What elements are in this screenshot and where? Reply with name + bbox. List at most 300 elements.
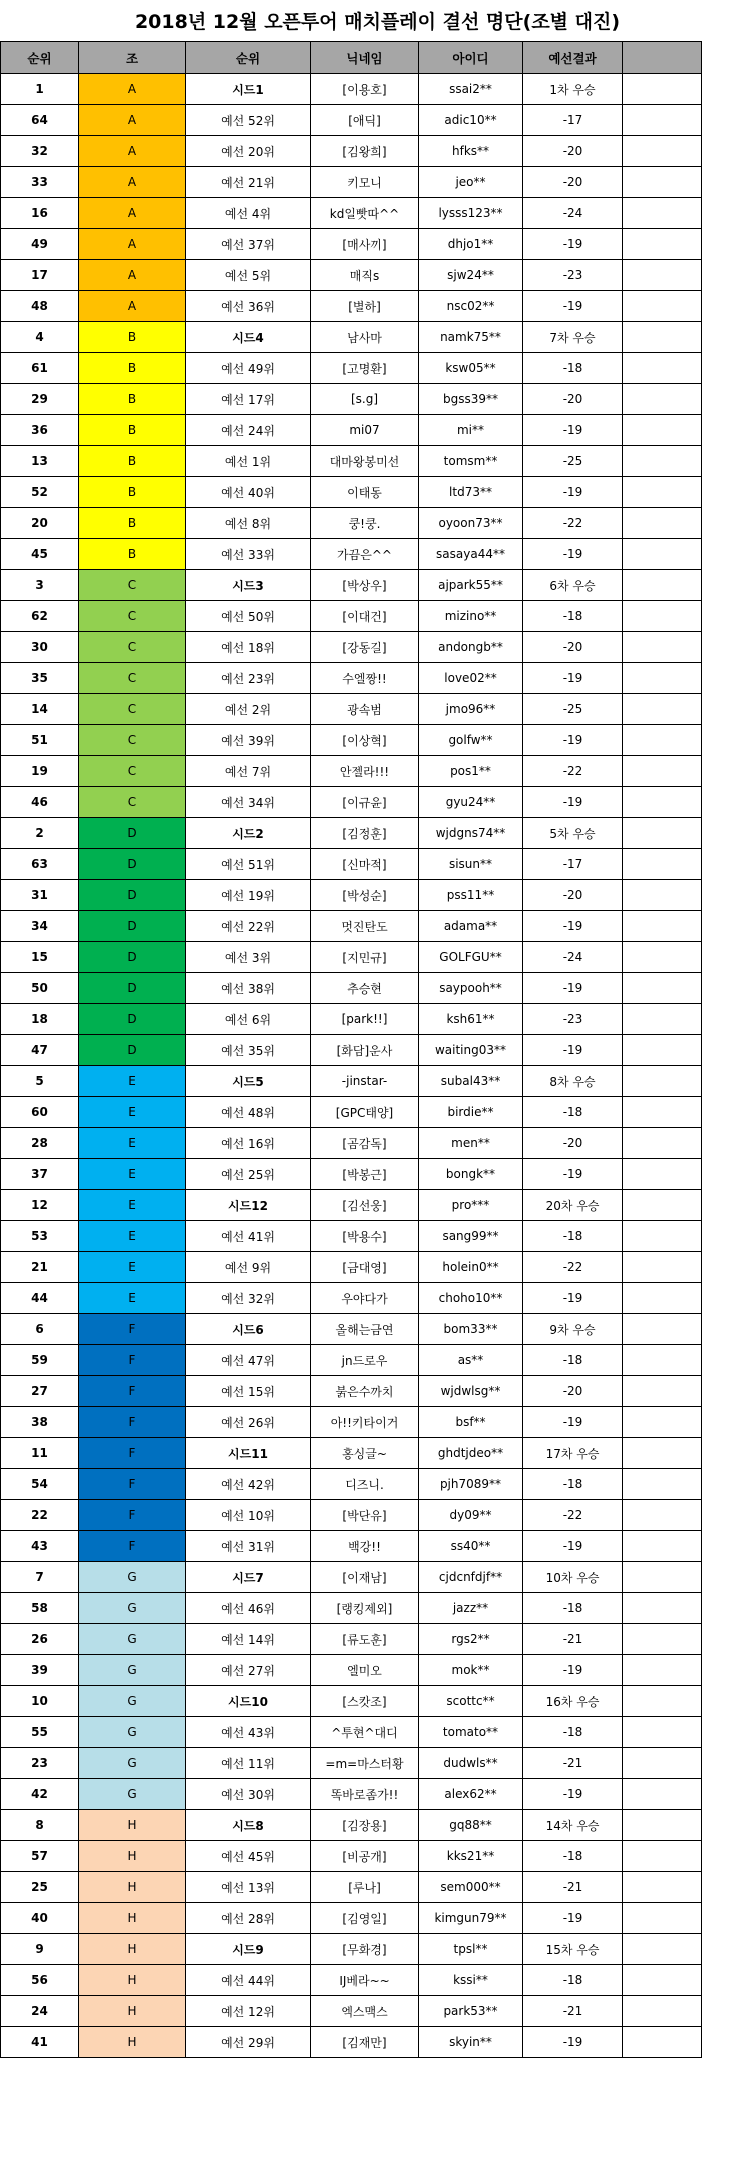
cell-nickname: 광속범 <box>311 694 419 725</box>
cell-user-id: jeo** <box>419 167 523 198</box>
cell-empty <box>623 136 702 167</box>
cell-qual-result: 20차 우승 <box>523 1190 623 1221</box>
cell-nickname: 붉은수까치 <box>311 1376 419 1407</box>
cell-group: D <box>79 849 186 880</box>
cell-user-id: dudwls** <box>419 1748 523 1779</box>
cell-nickname: jn드로우 <box>311 1345 419 1376</box>
cell-nickname: [김영일] <box>311 1903 419 1934</box>
cell-empty <box>623 849 702 880</box>
cell-qual-rank: 예선 25위 <box>186 1159 311 1190</box>
cell-qual-rank: 예선 15위 <box>186 1376 311 1407</box>
cell-group: E <box>79 1252 186 1283</box>
cell-qual-result: -19 <box>523 2027 623 2058</box>
cell-nickname: [애딕] <box>311 105 419 136</box>
cell-nickname: [지민규] <box>311 942 419 973</box>
cell-empty <box>623 570 702 601</box>
cell-rank: 58 <box>1 1593 79 1624</box>
cell-qual-rank: 시드5 <box>186 1066 311 1097</box>
cell-user-id: ss40** <box>419 1531 523 1562</box>
cell-user-id: scottc** <box>419 1686 523 1717</box>
cell-qual-result: -19 <box>523 1531 623 1562</box>
cell-rank: 63 <box>1 849 79 880</box>
cell-group: H <box>79 1872 186 1903</box>
cell-nickname: mi07 <box>311 415 419 446</box>
cell-empty <box>623 1810 702 1841</box>
cell-user-id: nsc02** <box>419 291 523 322</box>
cell-user-id: kimgun79** <box>419 1903 523 1934</box>
cell-rank: 11 <box>1 1438 79 1469</box>
table-row <box>1 880 702 911</box>
cell-qual-result: -17 <box>523 105 623 136</box>
cell-qual-rank: 예선 7위 <box>186 756 311 787</box>
table-row <box>1 1686 702 1717</box>
cell-qual-result: -24 <box>523 198 623 229</box>
cell-nickname: 대마왕봉미선 <box>311 446 419 477</box>
cell-group: C <box>79 787 186 818</box>
cell-rank: 53 <box>1 1221 79 1252</box>
table-row <box>1 942 702 973</box>
cell-nickname: [박상우] <box>311 570 419 601</box>
table-row <box>1 1407 702 1438</box>
cell-empty <box>623 1159 702 1190</box>
cell-nickname: [park!!] <box>311 1004 419 1035</box>
cell-nickname: [랭킹제외] <box>311 1593 419 1624</box>
cell-qual-result: -19 <box>523 911 623 942</box>
cell-group: E <box>79 1128 186 1159</box>
cell-qual-rank: 예선 8위 <box>186 508 311 539</box>
cell-empty <box>623 1438 702 1469</box>
table-row <box>1 415 702 446</box>
cell-rank: 3 <box>1 570 79 601</box>
table-row <box>1 384 702 415</box>
cell-rank: 37 <box>1 1159 79 1190</box>
cell-user-id: love02** <box>419 663 523 694</box>
cell-empty <box>623 911 702 942</box>
table-row <box>1 1469 702 1500</box>
cell-nickname: [무화경] <box>311 1934 419 1965</box>
cell-empty <box>623 291 702 322</box>
table-row <box>1 1345 702 1376</box>
cell-qual-rank: 시드3 <box>186 570 311 601</box>
cell-group: E <box>79 1221 186 1252</box>
cell-qual-result: -20 <box>523 167 623 198</box>
cell-qual-rank: 예선 23위 <box>186 663 311 694</box>
cell-qual-rank: 예선 13위 <box>186 1872 311 1903</box>
cell-empty <box>623 167 702 198</box>
cell-group: C <box>79 663 186 694</box>
cell-qual-result: 8차 우승 <box>523 1066 623 1097</box>
cell-nickname: 아!!키타이거 <box>311 1407 419 1438</box>
cell-rank: 33 <box>1 167 79 198</box>
table-row <box>1 322 702 353</box>
cell-qual-rank: 예선 26위 <box>186 1407 311 1438</box>
cell-rank: 15 <box>1 942 79 973</box>
cell-rank: 30 <box>1 632 79 663</box>
cell-rank: 42 <box>1 1779 79 1810</box>
cell-qual-rank: 예선 17위 <box>186 384 311 415</box>
cell-nickname: [비공개] <box>311 1841 419 1872</box>
cell-qual-rank: 예선 49위 <box>186 353 311 384</box>
cell-group: F <box>79 1531 186 1562</box>
cell-rank: 6 <box>1 1314 79 1345</box>
cell-nickname: 추승현 <box>311 973 419 1004</box>
cell-nickname: [이용호] <box>311 74 419 105</box>
table-row <box>1 1996 702 2027</box>
cell-qual-rank: 예선 29위 <box>186 2027 311 2058</box>
cell-nickname: [이대건] <box>311 601 419 632</box>
cell-nickname: 올해는금연 <box>311 1314 419 1345</box>
cell-qual-result: -19 <box>523 1035 623 1066</box>
cell-user-id: sem000** <box>419 1872 523 1903</box>
cell-nickname: [스캇조] <box>311 1686 419 1717</box>
cell-rank: 55 <box>1 1717 79 1748</box>
cell-rank: 14 <box>1 694 79 725</box>
cell-nickname: [이규윤] <box>311 787 419 818</box>
cell-qual-result: 17차 우승 <box>523 1438 623 1469</box>
cell-qual-rank: 예선 19위 <box>186 880 311 911</box>
cell-empty <box>623 601 702 632</box>
cell-qual-result: -19 <box>523 1779 623 1810</box>
cell-group: A <box>79 198 186 229</box>
cell-group: H <box>79 2027 186 2058</box>
cell-empty <box>623 1066 702 1097</box>
cell-nickname: [김왕희] <box>311 136 419 167</box>
cell-group: D <box>79 911 186 942</box>
cell-group: E <box>79 1159 186 1190</box>
cell-group: B <box>79 415 186 446</box>
cell-empty <box>623 1314 702 1345</box>
cell-nickname: =m=마스터황 <box>311 1748 419 1779</box>
cell-empty <box>623 1190 702 1221</box>
cell-qual-rank: 예선 9위 <box>186 1252 311 1283</box>
cell-qual-result: -18 <box>523 601 623 632</box>
cell-empty <box>623 1500 702 1531</box>
cell-empty <box>623 1748 702 1779</box>
cell-qual-result: -25 <box>523 694 623 725</box>
cell-qual-result: -21 <box>523 1872 623 1903</box>
table-row <box>1 1593 702 1624</box>
cell-rank: 4 <box>1 322 79 353</box>
table-row <box>1 1097 702 1128</box>
cell-group: F <box>79 1345 186 1376</box>
cell-nickname: [박성순] <box>311 880 419 911</box>
cell-qual-rank: 예선 28위 <box>186 1903 311 1934</box>
cell-rank: 40 <box>1 1903 79 1934</box>
cell-qual-result: -24 <box>523 942 623 973</box>
cell-empty <box>623 1004 702 1035</box>
cell-nickname: [이재남] <box>311 1562 419 1593</box>
cell-group: A <box>79 105 186 136</box>
cell-rank: 41 <box>1 2027 79 2058</box>
cell-user-id: rgs2** <box>419 1624 523 1655</box>
cell-qual-result: -19 <box>523 291 623 322</box>
cell-empty <box>623 105 702 136</box>
cell-user-id: sjw24** <box>419 260 523 291</box>
cell-qual-rank: 예선 18위 <box>186 632 311 663</box>
cell-qual-result: -20 <box>523 632 623 663</box>
cell-group: D <box>79 942 186 973</box>
table-row <box>1 198 702 229</box>
cell-empty <box>623 229 702 260</box>
cell-qual-result: -19 <box>523 787 623 818</box>
cell-empty <box>623 1872 702 1903</box>
cell-empty <box>623 1469 702 1500</box>
cell-nickname: IJ베라~~ <box>311 1965 419 1996</box>
cell-user-id: skyin** <box>419 2027 523 2058</box>
cell-empty <box>623 973 702 1004</box>
cell-rank: 22 <box>1 1500 79 1531</box>
table-row <box>1 1779 702 1810</box>
cell-nickname: [김재만] <box>311 2027 419 2058</box>
cell-qual-result: -25 <box>523 446 623 477</box>
cell-group: A <box>79 229 186 260</box>
cell-qual-rank: 예선 32위 <box>186 1283 311 1314</box>
cell-group: E <box>79 1097 186 1128</box>
cell-rank: 20 <box>1 508 79 539</box>
cell-nickname: -jinstar- <box>311 1066 419 1097</box>
cell-rank: 24 <box>1 1996 79 2027</box>
cell-empty <box>623 2027 702 2058</box>
cell-nickname: [김장용] <box>311 1810 419 1841</box>
cell-group: B <box>79 477 186 508</box>
cell-group: G <box>79 1686 186 1717</box>
cell-user-id: bom33** <box>419 1314 523 1345</box>
cell-group: B <box>79 539 186 570</box>
cell-user-id: ltd73** <box>419 477 523 508</box>
cell-rank: 34 <box>1 911 79 942</box>
cell-empty <box>623 942 702 973</box>
cell-empty <box>623 1717 702 1748</box>
table-row <box>1 1872 702 1903</box>
cell-empty <box>623 1841 702 1872</box>
cell-user-id: ajpark55** <box>419 570 523 601</box>
cell-rank: 59 <box>1 1345 79 1376</box>
cell-qual-rank: 예선 48위 <box>186 1097 311 1128</box>
table-row <box>1 849 702 880</box>
cell-group: D <box>79 818 186 849</box>
cell-empty <box>623 1655 702 1686</box>
cell-user-id: men** <box>419 1128 523 1159</box>
cell-rank: 50 <box>1 973 79 1004</box>
cell-rank: 48 <box>1 291 79 322</box>
cell-rank: 13 <box>1 446 79 477</box>
cell-qual-rank: 예선 3위 <box>186 942 311 973</box>
cell-nickname: 멋진탄도 <box>311 911 419 942</box>
cell-rank: 45 <box>1 539 79 570</box>
table-row <box>1 1934 702 1965</box>
cell-empty <box>623 1128 702 1159</box>
header-user-id: 아이디 <box>419 42 523 74</box>
cell-rank: 7 <box>1 1562 79 1593</box>
cell-qual-result: 14차 우승 <box>523 1810 623 1841</box>
cell-qual-result: -19 <box>523 229 623 260</box>
cell-empty <box>623 1035 702 1066</box>
cell-user-id: sang99** <box>419 1221 523 1252</box>
cell-group: C <box>79 601 186 632</box>
cell-qual-result: 15차 우승 <box>523 1934 623 1965</box>
sheet-title: 2018년 12월 오픈투어 매치플레이 결선 명단(조별 대진) <box>134 11 621 33</box>
cell-qual-result: -23 <box>523 260 623 291</box>
cell-user-id: pro*** <box>419 1190 523 1221</box>
cell-rank: 1 <box>1 74 79 105</box>
cell-nickname: 남사마 <box>311 322 419 353</box>
cell-rank: 2 <box>1 818 79 849</box>
cell-qual-result: -18 <box>523 1097 623 1128</box>
cell-user-id: tomsm** <box>419 446 523 477</box>
cell-qual-result: -18 <box>523 1345 623 1376</box>
cell-qual-result: -20 <box>523 136 623 167</box>
cell-qual-rank: 예선 37위 <box>186 229 311 260</box>
cell-nickname: 백강!! <box>311 1531 419 1562</box>
cell-qual-result: 1차 우승 <box>523 74 623 105</box>
cell-user-id: ssai2** <box>419 74 523 105</box>
cell-group: G <box>79 1717 186 1748</box>
cell-rank: 29 <box>1 384 79 415</box>
cell-user-id: wjdgns74** <box>419 818 523 849</box>
cell-rank: 17 <box>1 260 79 291</box>
table-row <box>1 136 702 167</box>
cell-qual-result: 6차 우승 <box>523 570 623 601</box>
cell-nickname: [박단유] <box>311 1500 419 1531</box>
cell-nickname: 엑스맥스 <box>311 1996 419 2027</box>
cell-user-id: dhjo1** <box>419 229 523 260</box>
cell-qual-rank: 예선 51위 <box>186 849 311 880</box>
cell-qual-rank: 예선 35위 <box>186 1035 311 1066</box>
cell-qual-rank: 예선 10위 <box>186 1500 311 1531</box>
cell-user-id: jmo96** <box>419 694 523 725</box>
cell-user-id: wjdwlsg** <box>419 1376 523 1407</box>
cell-user-id: GOLFGU** <box>419 942 523 973</box>
table-row <box>1 787 702 818</box>
cell-user-id: bgss39** <box>419 384 523 415</box>
table-row <box>1 1562 702 1593</box>
cell-group: E <box>79 1066 186 1097</box>
table-row <box>1 1500 702 1531</box>
cell-nickname: 키모니 <box>311 167 419 198</box>
cell-group: F <box>79 1500 186 1531</box>
cell-rank: 8 <box>1 1810 79 1841</box>
table-row <box>1 1903 702 1934</box>
cell-nickname: 수엘짱!! <box>311 663 419 694</box>
cell-nickname: [화담]운사 <box>311 1035 419 1066</box>
cell-rank: 47 <box>1 1035 79 1066</box>
cell-empty <box>623 508 702 539</box>
cell-qual-rank: 예선 38위 <box>186 973 311 1004</box>
cell-group: A <box>79 260 186 291</box>
cell-user-id: park53** <box>419 1996 523 2027</box>
cell-user-id: adic10** <box>419 105 523 136</box>
cell-qual-result: -17 <box>523 849 623 880</box>
cell-nickname: 안젤라!!! <box>311 756 419 787</box>
table-row <box>1 601 702 632</box>
cell-rank: 12 <box>1 1190 79 1221</box>
cell-empty <box>623 818 702 849</box>
cell-group: B <box>79 446 186 477</box>
cell-user-id: mi** <box>419 415 523 446</box>
table-row <box>1 570 702 601</box>
cell-group: F <box>79 1469 186 1500</box>
cell-qual-rank: 예선 2위 <box>186 694 311 725</box>
cell-group: F <box>79 1407 186 1438</box>
cell-group: H <box>79 1934 186 1965</box>
cell-group: A <box>79 136 186 167</box>
cell-qual-rank: 예선 47위 <box>186 1345 311 1376</box>
cell-qual-rank: 예선 45위 <box>186 1841 311 1872</box>
cell-group: D <box>79 880 186 911</box>
table-row <box>1 1190 702 1221</box>
cell-nickname: [곰감독] <box>311 1128 419 1159</box>
cell-group: G <box>79 1748 186 1779</box>
cell-qual-result: -19 <box>523 539 623 570</box>
cell-rank: 9 <box>1 1934 79 1965</box>
cell-nickname: 이태동 <box>311 477 419 508</box>
table-row <box>1 353 702 384</box>
table-row <box>1 105 702 136</box>
cell-qual-rank: 시드9 <box>186 1934 311 1965</box>
cell-rank: 56 <box>1 1965 79 1996</box>
cell-qual-result: -22 <box>523 508 623 539</box>
cell-nickname: 홍싱글~ <box>311 1438 419 1469</box>
cell-nickname: [매사끼] <box>311 229 419 260</box>
cell-rank: 57 <box>1 1841 79 1872</box>
table-row <box>1 911 702 942</box>
cell-nickname: [이상혁] <box>311 725 419 756</box>
cell-user-id: namk75** <box>419 322 523 353</box>
table-row <box>1 1438 702 1469</box>
cell-empty <box>623 1624 702 1655</box>
cell-rank: 28 <box>1 1128 79 1159</box>
header-group: 조 <box>79 42 186 74</box>
cell-user-id: cjdcnfdjf** <box>419 1562 523 1593</box>
cell-empty <box>623 1965 702 1996</box>
cell-group: G <box>79 1593 186 1624</box>
cell-empty <box>623 1407 702 1438</box>
table-row <box>1 663 702 694</box>
cell-user-id: lysss123** <box>419 198 523 229</box>
cell-user-id: oyoon73** <box>419 508 523 539</box>
cell-user-id: as** <box>419 1345 523 1376</box>
cell-qual-rank: 시드2 <box>186 818 311 849</box>
cell-nickname: [금대영] <box>311 1252 419 1283</box>
cell-empty <box>623 322 702 353</box>
cell-group: H <box>79 1965 186 1996</box>
cell-user-id: pjh7089** <box>419 1469 523 1500</box>
table-row <box>1 1531 702 1562</box>
cell-empty <box>623 353 702 384</box>
cell-nickname: [박용수] <box>311 1221 419 1252</box>
cell-qual-rank: 예선 16위 <box>186 1128 311 1159</box>
cell-rank: 52 <box>1 477 79 508</box>
table-row <box>1 1841 702 1872</box>
cell-user-id: tomato** <box>419 1717 523 1748</box>
cell-group: H <box>79 1996 186 2027</box>
cell-user-id: sasaya44** <box>419 539 523 570</box>
cell-user-id: subal43** <box>419 1066 523 1097</box>
table-row <box>1 74 702 105</box>
cell-group: F <box>79 1376 186 1407</box>
cell-user-id: andongb** <box>419 632 523 663</box>
cell-user-id: tpsl** <box>419 1934 523 1965</box>
cell-user-id: holein0** <box>419 1252 523 1283</box>
cell-user-id: hfks** <box>419 136 523 167</box>
cell-qual-rank: 시드7 <box>186 1562 311 1593</box>
header-empty <box>623 42 702 74</box>
cell-user-id: mok** <box>419 1655 523 1686</box>
cell-qual-rank: 예선 42위 <box>186 1469 311 1500</box>
table-row <box>1 229 702 260</box>
cell-empty <box>623 260 702 291</box>
cell-group: H <box>79 1903 186 1934</box>
